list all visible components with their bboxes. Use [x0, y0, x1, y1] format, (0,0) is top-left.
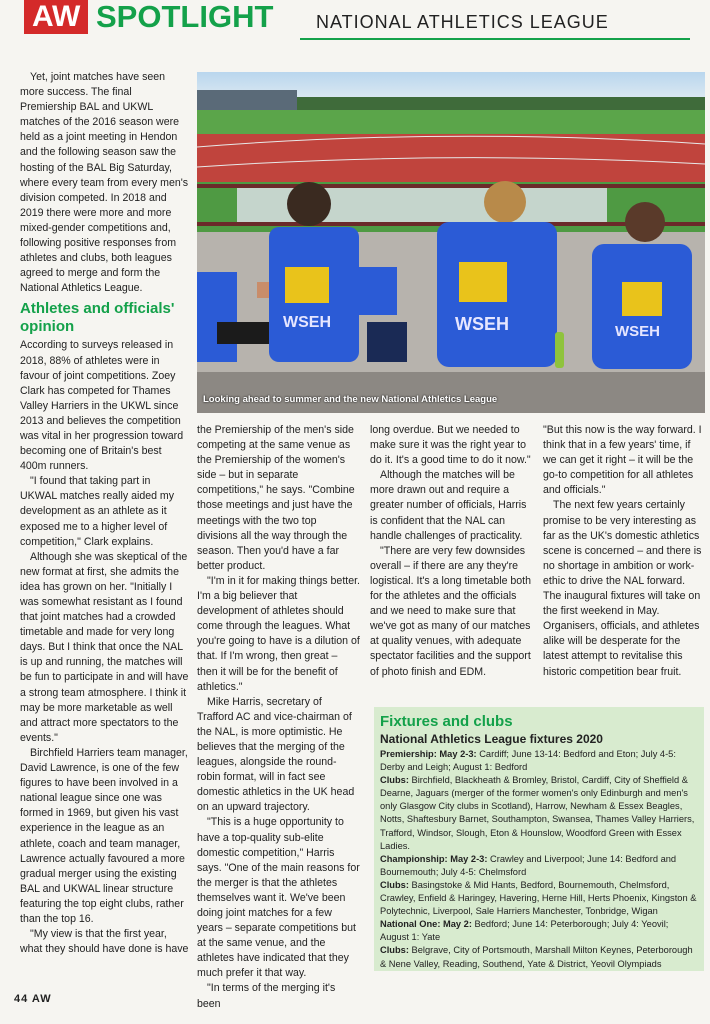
- clubs-entry: [380, 944, 698, 970]
- fixture-label: National One: May 2:: [380, 919, 472, 930]
- clubs-text: Basingstoke & Mid Hants, Bedford, Bournemouth, Chelmsford, Crawley, Enfield & Haringey, Havering, Herne Hill, Herts Phoenix, Kingston & Polytechnic, Liverpool, Sale Harriers Manchester, Tonbridge, Wigan: [380, 879, 697, 917]
- shirt-text: WSEH: [615, 323, 660, 340]
- paragraph: Mike Harris, secretary of Trafford AC and vice-chairman of the NAL, is more optimistic. He believes that the merging of the leagues, alongside the round-robin format, will in fact see domestic athletics in the UK head on an upward trajectory.: [197, 695, 355, 814]
- clubs-entry: [380, 879, 698, 918]
- shirt-text: WSEH: [455, 314, 509, 334]
- paragraph: Although she was skeptical of the new format at first, she admits the idea has grown on her. "Initially I was somewhat resistant as I found that joint matches had a crowded timetable and made for very long days. But I think that once the NAL is up and running, the matches will be fun to participate in and will have a strong team atmosphere. I think it may be more marketable as well and attract more spectators to the events.": [20, 550, 189, 744]
- section-title: SPOTLIGHT: [96, 0, 274, 34]
- shirt-text: WSEH: [283, 314, 331, 331]
- paragraph: "There are very few downsides overall – if there are any they're logistical. It's a long timetable both for the athletes and the officials and we need to make sure that we've got as many of our matches at quality venues, with adequate spectator facilities and the support of photo finish and EDM.: [370, 544, 532, 678]
- paragraph: According to surveys released in 2018, 88% of athletes were in favour of joint competitions. Zoey Clark has competed for Thames Valley Harriers in the UKWL since 2013 and believes the competition was vital in her progression toward becoming one of Britain's best 400m runners.: [20, 339, 184, 473]
- fixtures-box: [374, 707, 704, 971]
- paragraph: long overdue. But we needed to make sure it was the right year to do it. It's a good time to do it now.": [370, 424, 531, 467]
- page-footer: [14, 993, 52, 1005]
- footer-brand: AW: [31, 993, 52, 1005]
- paragraph: "I'm in it for making things better. I'm a big believer that development of athletes should come through the leagues. What you're going to have is a dilution of that. If I'm wrong, then great – then it will be for the benefit of athletics.": [197, 574, 360, 693]
- page-subtitle: NATIONAL ATHLETICS LEAGUE: [316, 12, 609, 32]
- article-column-3: [370, 423, 533, 680]
- article-column-1: [20, 70, 190, 957]
- fixture-entry: [380, 748, 698, 774]
- clubs-label: Clubs:: [380, 945, 409, 956]
- fixture-entry: [380, 853, 698, 879]
- clubs-entry: [380, 774, 698, 853]
- article-photo: [197, 72, 705, 413]
- athletes-photo: [197, 72, 705, 413]
- section-heading: Athletes and officials' opinion: [20, 300, 175, 336]
- fixture-text: Cardiff; June 13-14: Bedford and Eton; July 4-5: Derby and Leigh; August 1: Bedford: [380, 749, 676, 773]
- fixtures-title: Fixtures and clubs: [380, 713, 513, 730]
- paragraph: Although the matches will be more drawn out and require a greater number of officials, Harris is confident that the NAL can handle challenges of practicality.: [370, 469, 527, 542]
- paragraph: "My view is that the first year, what they should have done is have: [20, 928, 189, 956]
- paragraph: "I found that taking part in UKWAL matches really aided my development as an athlete as it exposed me to a higher level of competition," Clark explains.: [20, 475, 175, 548]
- photo-caption: Looking ahead to summer and the new National Athletics League: [203, 394, 498, 405]
- fixture-text: Crawley and Liverpool; June 14: Bedford and Bournemouth; July 4-5: Chelmsford: [380, 853, 677, 877]
- fixture-entry: [380, 918, 698, 944]
- clubs-label: Clubs:: [380, 775, 409, 786]
- paragraph: Birchfield Harriers team manager, David Lawrence, is one of the few figures to have been involved in a national league since one was formed in 1969, but given his vast experience in the league as an athlete, coach and team manager, Lawrence actually favoured a more gradual merger using the existing BAL and UKWAL linear structure featuring the top eight clubs, rather than the top 16.: [20, 746, 188, 925]
- clubs-text: Belgrave, City of Portsmouth, Marshall Milton Keynes, Peterborough & Nene Valley, Reading, Southend, Yate & District, Yeovil Olympiads: [380, 945, 693, 969]
- clubs-label: Clubs:: [380, 879, 409, 890]
- paragraph: "In terms of the merging it's been: [197, 982, 336, 1010]
- paragraph: the Premiership of the men's side competing at the same venue as the Premiership of the women's side – but in separate competitions," he says. "Combine those meetings and just have the meetings with the two top divisions all the way through the season. Then you'd have a far better product.: [197, 424, 355, 572]
- article-column-4: [543, 423, 703, 680]
- intro-paragraph: Yet, joint matches have seen more success. The final Premiership BAL and UKWL matches of the 2016 season were held as a joint meeting in Hendon and the following season saw the hosting of the BAL Big Saturday, where every team from every men's division competed. In 2018 and 2019 there were more and more mixed-gender competitions and, following positive responses from athletes and clubs, both leagues agreed to merge and form the National Athletics League.: [20, 71, 189, 295]
- fixture-text: Bedford; June 14: Peterborough; July 4: Yeovil; August 1: Yate: [380, 919, 669, 943]
- page-number: 44: [14, 993, 29, 1005]
- brand-logo: AW: [24, 0, 88, 34]
- water-bottle: [555, 332, 564, 368]
- clubs-text: Birchfield, Blackheath & Bromley, Bristol, Cardiff, City of Sheffield & Dearne, Jaguars (merger of the former women's only Edinburgh and men's only Glasgow City clubs in Scotland), Harrow, Newham & Essex Beagles, Notts, Shaftesbury Barnet, Southampton, Swansea, Thames Valley Harriers, Trafford, Windsor, Slough, Eton & Hounslow, Woodford Green with Essex Ladies.: [380, 775, 695, 851]
- fixtures-subtitle: National Athletics League fixtures 2020: [380, 732, 603, 746]
- paragraph: "But this now is the way forward. I think that in a few years' time, if we can get it right – it will be the go-to competition for all athletes and officials.": [543, 424, 702, 497]
- paragraph: The next few years certainly promise to be very interesting as far as the UK's domestic athletics scene is concerned – and there is no shortage in ambition or work-ethic to drive the NAL forward. The inaugural fixtures will take on the first weekend in May. Organisers, officials, and athletes alike will be desperate for the latest attempt to revitalise this historic competition bear fruit.: [543, 499, 702, 678]
- article-column-2: [197, 423, 360, 1012]
- paragraph: "This is a huge opportunity to have a top-quality sub-elite domestic competition," Harris says. "One of the main reasons for the merger is that the athletes themselves want it. We've been doing joint matches for a few years – separate competitions but at the same venue, and the athletes have indicated that they much prefer it that way.: [197, 816, 360, 980]
- fixture-label: Premiership: May 2-3:: [380, 749, 477, 759]
- fixture-label: Championship: May 2-3:: [380, 853, 488, 864]
- header-rule: [300, 38, 690, 40]
